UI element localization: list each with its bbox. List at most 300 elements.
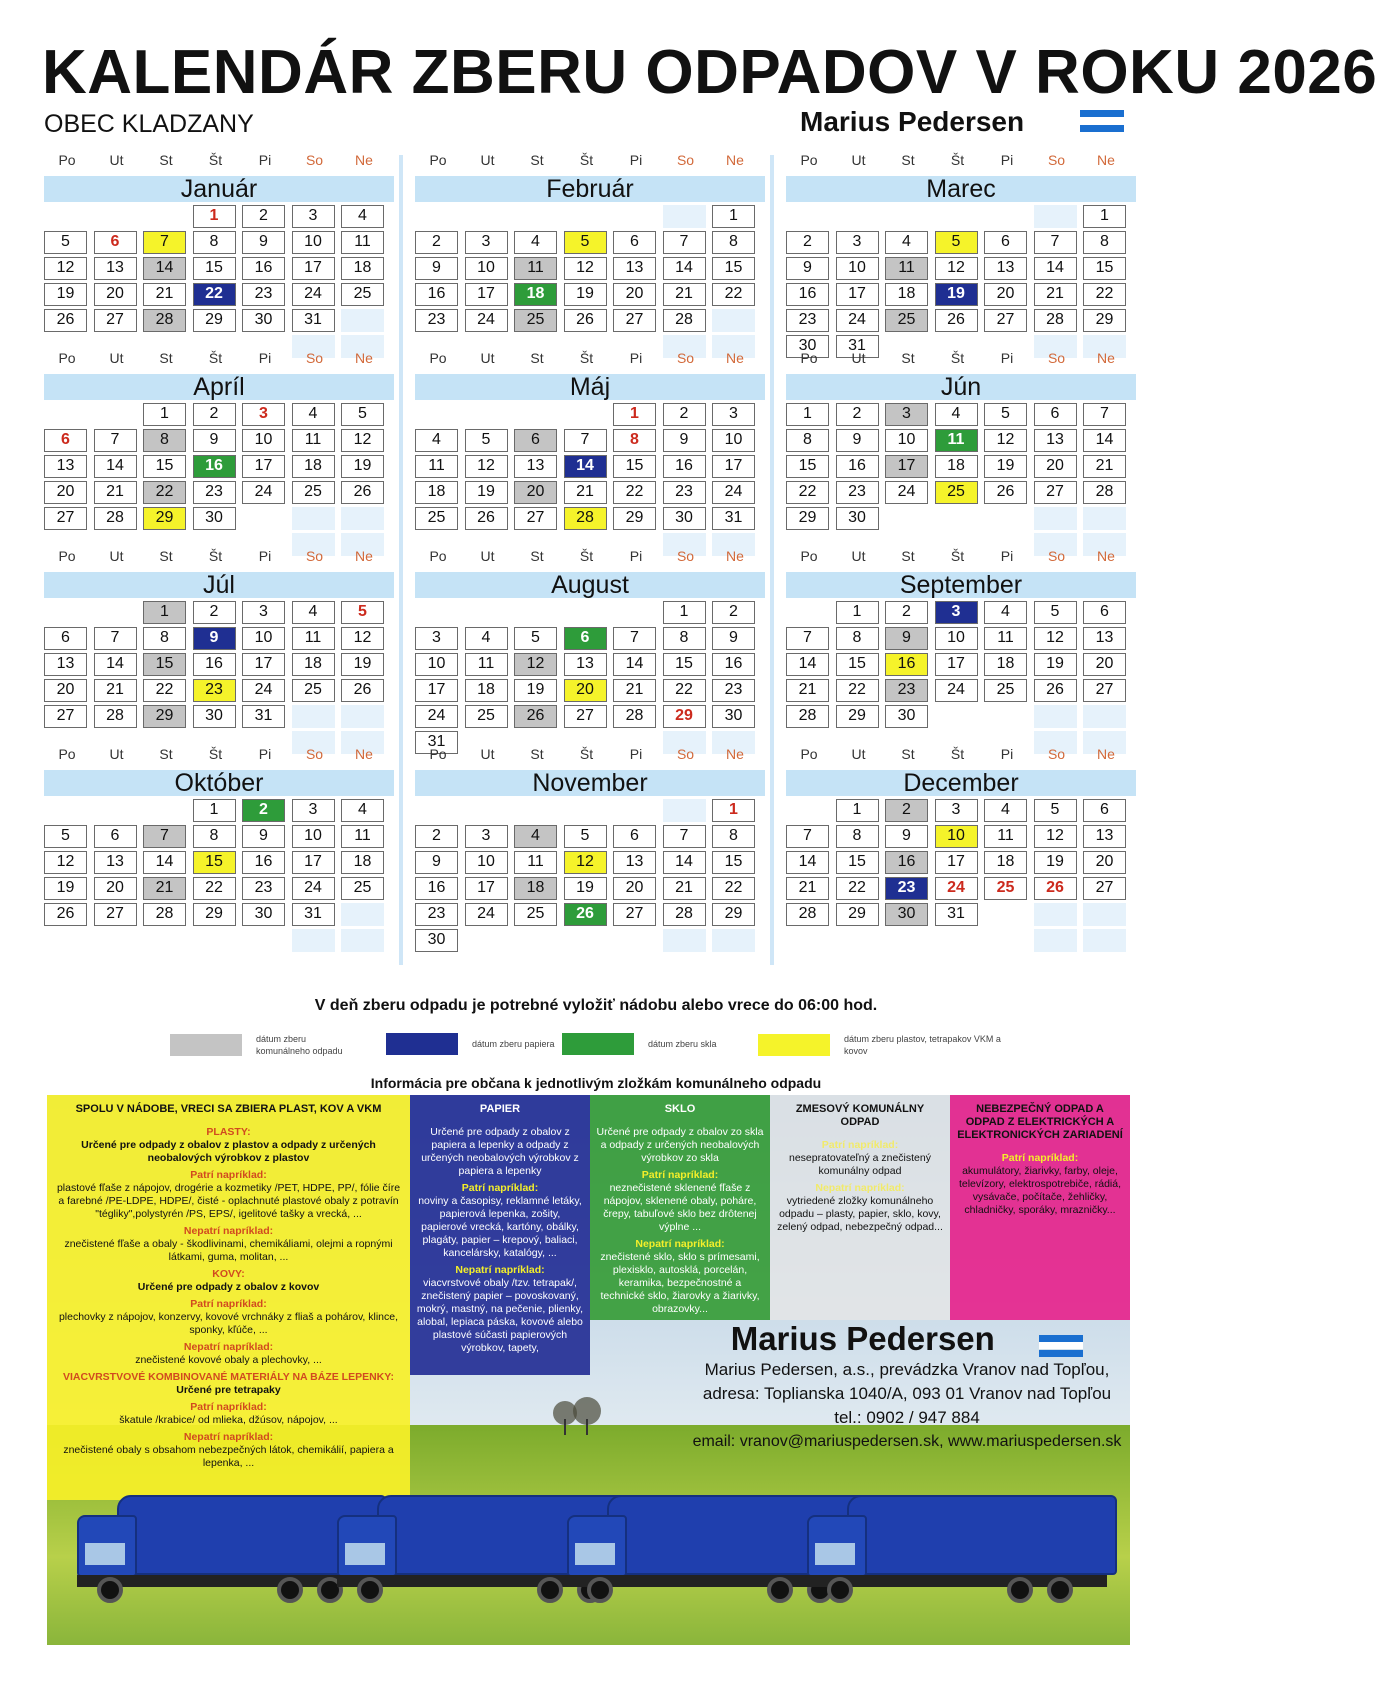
day-cell: 25 — [292, 679, 335, 702]
weekday-label: Po — [429, 350, 447, 366]
empty-cell — [1034, 705, 1077, 728]
weekday-label: Ne — [1097, 548, 1115, 564]
day-cell: 17 — [935, 653, 978, 676]
day-cell: 5 — [1034, 799, 1077, 822]
day-cell: 3 — [935, 799, 978, 822]
day-cell: 27 — [613, 903, 656, 926]
empty-cell — [341, 929, 384, 952]
day-cell: 31 — [415, 731, 458, 754]
day-cell: 10 — [242, 627, 285, 650]
day-cell: 8 — [836, 825, 879, 848]
day-cell: 5 — [44, 825, 87, 848]
day-cell: 12 — [44, 851, 87, 874]
day-cell: 22 — [613, 481, 656, 504]
day-cell: 18 — [984, 653, 1027, 676]
day-cell: 30 — [712, 705, 755, 728]
legend-swatch — [758, 1034, 830, 1056]
day-cell: 11 — [465, 653, 508, 676]
day-cell: 27 — [514, 507, 557, 530]
day-cell: 26 — [564, 903, 607, 926]
day-cell: 23 — [836, 481, 879, 504]
weekday-label: Po — [58, 152, 76, 168]
day-cell: 25 — [935, 481, 978, 504]
info-text: Určené pre odpady z obalov zo skla a odpady z určených neobalových výrobkov zo skla — [596, 1126, 764, 1164]
day-cell: 18 — [514, 283, 557, 306]
weekday-label: Ut — [109, 350, 124, 366]
weekday-label: Ne — [355, 152, 373, 168]
weekday-label: Ne — [1097, 350, 1115, 366]
day-cell: 16 — [242, 257, 285, 280]
day-cell: 24 — [292, 283, 335, 306]
empty-cell — [341, 705, 384, 728]
day-cell: 30 — [663, 507, 706, 530]
day-cell: 7 — [663, 231, 706, 254]
day-cell: 8 — [143, 429, 186, 452]
day-cell: 24 — [465, 903, 508, 926]
day-cell: 23 — [786, 309, 829, 332]
day-cell: 30 — [415, 929, 458, 952]
weekday-header — [44, 548, 394, 570]
day-cell: 20 — [1034, 455, 1077, 478]
day-cell: 12 — [935, 257, 978, 280]
day-cell: 5 — [1034, 601, 1077, 624]
day-cell: 20 — [1083, 653, 1126, 676]
day-cell: 28 — [94, 705, 137, 728]
day-cell: 2 — [242, 799, 285, 822]
weekday-label: Pi — [629, 746, 643, 762]
day-cell: 6 — [94, 825, 137, 848]
weekday-header — [44, 350, 394, 372]
weekday-label: St — [159, 350, 173, 366]
day-cell: 27 — [44, 507, 87, 530]
day-cell: 30 — [242, 903, 285, 926]
day-cell: 24 — [242, 679, 285, 702]
day-cell: 29 — [1083, 309, 1126, 332]
day-cell: 19 — [341, 455, 384, 478]
day-cell: 13 — [44, 653, 87, 676]
day-cell: 14 — [94, 653, 137, 676]
day-cell: 25 — [885, 309, 928, 332]
day-cell: 23 — [885, 877, 928, 900]
day-cell: 25 — [341, 877, 384, 900]
weekday-label: Št — [950, 548, 965, 564]
day-cell: 21 — [143, 283, 186, 306]
weekday-label: Pi — [1000, 746, 1014, 762]
info-mixed-heading: ZMESOVÝ KOMUNÁLNY ODPAD — [795, 1103, 925, 1128]
day-cell: 6 — [613, 825, 656, 848]
weekday-label: Pi — [1000, 152, 1014, 168]
day-cell: 18 — [341, 851, 384, 874]
day-cell: 20 — [44, 481, 87, 504]
info-text: viacvrstvové obaly /tzv. tetrapak/, znečistený papier – povoskovaný, mokrý, mastný, na pečenie, plienky, alobal, lepiaca páska, kovové alebo plastové súčasti papierových výrobkov, tapety, — [416, 1277, 584, 1354]
day-cell: 11 — [292, 627, 335, 650]
day-cell: 11 — [984, 627, 1027, 650]
day-cell: 6 — [1083, 799, 1126, 822]
weekday-label: St — [530, 152, 544, 168]
day-cell: 26 — [44, 309, 87, 332]
day-cell: 18 — [984, 851, 1027, 874]
month-august — [415, 548, 765, 769]
day-cell: 1 — [663, 601, 706, 624]
day-cell: 10 — [885, 429, 928, 452]
day-cell: 17 — [292, 851, 335, 874]
info-panel — [47, 1095, 1130, 1645]
day-cell: 10 — [935, 825, 978, 848]
day-cell: 4 — [885, 231, 928, 254]
info-text: noviny a časopisy, reklamné letáky, papierová lepenka, zošity, papierové vrecká, kartóny, obálky, plagáty, papier – krepový, baliaci, kancelársky, katalógy, ... — [418, 1195, 582, 1259]
weekday-label: Ut — [851, 350, 866, 366]
day-cell: 9 — [193, 627, 236, 650]
day-cell: 20 — [564, 679, 607, 702]
day-cell: 16 — [836, 455, 879, 478]
day-cell: 21 — [94, 481, 137, 504]
day-cell: 14 — [143, 851, 186, 874]
weekday-label: So — [305, 548, 324, 564]
day-cell: 30 — [193, 507, 236, 530]
empty-cell — [1083, 929, 1126, 952]
day-cell: 15 — [663, 653, 706, 676]
day-cell: 7 — [786, 825, 829, 848]
day-cell: 11 — [415, 455, 458, 478]
weekday-label: Št — [208, 746, 223, 762]
day-cell: 13 — [1083, 627, 1126, 650]
day-cell: 1 — [193, 799, 236, 822]
weekday-label: So — [676, 746, 695, 762]
weekday-header — [44, 746, 394, 768]
weekday-label: Št — [950, 350, 965, 366]
day-cell: 26 — [341, 679, 384, 702]
weekday-label: Po — [429, 152, 447, 168]
day-cell: 26 — [465, 507, 508, 530]
day-cell: 29 — [836, 903, 879, 926]
day-cell: 17 — [935, 851, 978, 874]
day-cell: 19 — [984, 455, 1027, 478]
day-cell: 21 — [143, 877, 186, 900]
day-cell: 6 — [514, 429, 557, 452]
weekday-label: So — [676, 152, 695, 168]
day-cell: 18 — [514, 877, 557, 900]
day-cell: 4 — [415, 429, 458, 452]
info-hazardous-column — [950, 1095, 1130, 1320]
day-cell: 30 — [836, 507, 879, 530]
day-cell: 31 — [712, 507, 755, 530]
empty-cell — [292, 507, 335, 530]
day-cell: 11 — [341, 231, 384, 254]
day-cell: 30 — [885, 903, 928, 926]
day-cell: 13 — [613, 257, 656, 280]
day-cell: 9 — [242, 825, 285, 848]
day-cell: 6 — [613, 231, 656, 254]
day-cell: 20 — [44, 679, 87, 702]
info-text: vytriedené zložky komunálneho odpadu – plasty, papier, sklo, kovy, zelený odpad, nebezpečný odpad... — [777, 1195, 943, 1233]
month-name: Január — [44, 176, 394, 202]
day-cell: 2 — [242, 205, 285, 228]
day-cell: 12 — [1034, 627, 1077, 650]
weekday-label: Ut — [480, 350, 495, 366]
empty-cell — [292, 929, 335, 952]
weekday-header — [786, 350, 1136, 372]
day-cell: 8 — [1083, 231, 1126, 254]
weekday-label: So — [305, 152, 324, 168]
weekday-label: Ut — [480, 746, 495, 762]
day-cell: 8 — [663, 627, 706, 650]
column-divider — [770, 155, 774, 965]
weekday-header — [786, 152, 1136, 174]
day-cell: 4 — [341, 799, 384, 822]
day-cell: 31 — [836, 335, 879, 358]
month-apríl — [44, 350, 394, 571]
day-cell: 22 — [712, 877, 755, 900]
day-cell: 9 — [242, 231, 285, 254]
month-name: Máj — [415, 374, 765, 400]
day-cell: 12 — [564, 257, 607, 280]
day-cell: 20 — [1083, 851, 1126, 874]
day-cell: 30 — [786, 335, 829, 358]
day-cell: 13 — [94, 851, 137, 874]
info-title: Informácia pre občana k jednotlivým zložkám komunálneho odpadu — [370, 1075, 822, 1091]
weekday-label: St — [901, 548, 915, 564]
day-cell: 20 — [984, 283, 1027, 306]
day-cell: 5 — [341, 601, 384, 624]
day-cell: 27 — [984, 309, 1027, 332]
day-cell: 21 — [663, 877, 706, 900]
day-cell: 8 — [193, 825, 236, 848]
info-text: neznečistené sklenené fľaše z nápojov, sklenené obaly, poháre, črepy, tabuľové sklo bez drôtenej výplne ... — [603, 1182, 757, 1233]
day-cell: 28 — [613, 705, 656, 728]
month-november — [415, 746, 765, 967]
weekday-label: Ut — [109, 746, 124, 762]
day-cell: 3 — [242, 403, 285, 426]
day-cell: 29 — [143, 705, 186, 728]
day-cell: 28 — [564, 507, 607, 530]
day-cell: 9 — [415, 257, 458, 280]
day-cell: 2 — [415, 825, 458, 848]
weekday-label: So — [305, 350, 324, 366]
legend-label: dátum zberu papiera — [472, 1039, 555, 1049]
empty-cell — [1083, 705, 1126, 728]
info-mixed-column — [770, 1095, 950, 1320]
month-marec — [786, 152, 1136, 373]
info-glass-heading: SKLO — [664, 1103, 696, 1115]
day-cell: 22 — [193, 877, 236, 900]
day-cell: 26 — [935, 309, 978, 332]
weekday-label: Št — [208, 152, 223, 168]
day-cell: 10 — [712, 429, 755, 452]
day-cell: 25 — [292, 481, 335, 504]
empty-cell — [1034, 205, 1077, 228]
day-cell: 5 — [341, 403, 384, 426]
legend-label: dátum zberu skla — [648, 1039, 717, 1049]
day-cell: 1 — [613, 403, 656, 426]
day-cell: 25 — [415, 507, 458, 530]
day-cell: 9 — [885, 627, 928, 650]
weekday-label: Po — [429, 746, 447, 762]
day-cell: 14 — [94, 455, 137, 478]
brand-logo-icon — [1080, 110, 1124, 132]
day-cell: 3 — [292, 205, 335, 228]
weekday-label: Pi — [258, 152, 272, 168]
day-cell: 20 — [514, 481, 557, 504]
day-cell: 3 — [292, 799, 335, 822]
empty-cell — [341, 309, 384, 332]
day-cell: 9 — [836, 429, 879, 452]
legend — [170, 1033, 1070, 1063]
day-cell: 27 — [1083, 877, 1126, 900]
day-cell: 29 — [786, 507, 829, 530]
day-cell: 22 — [193, 283, 236, 306]
day-cell: 17 — [885, 455, 928, 478]
weekday-label: So — [676, 548, 695, 564]
brand-logo-icon — [1039, 1335, 1083, 1357]
empty-cell — [341, 903, 384, 926]
tree-icon — [547, 1395, 607, 1435]
day-cell: 30 — [885, 705, 928, 728]
info-label: Patrí napríklad: — [190, 1298, 267, 1310]
day-cell: 6 — [1083, 601, 1126, 624]
weekday-label: Št — [579, 746, 594, 762]
day-cell: 16 — [786, 283, 829, 306]
month-name: November — [415, 770, 765, 796]
month-grid — [786, 799, 1136, 967]
day-cell: 10 — [292, 825, 335, 848]
page-title: KALENDÁR ZBERU ODPADOV V ROKU 2026 — [42, 38, 1377, 107]
day-cell: 11 — [292, 429, 335, 452]
month-grid — [415, 799, 765, 967]
info-label: Patrí napríklad: — [461, 1182, 539, 1194]
day-cell: 27 — [564, 705, 607, 728]
weekday-label: St — [530, 746, 544, 762]
day-cell: 17 — [242, 653, 285, 676]
day-cell: 9 — [885, 825, 928, 848]
day-cell: 13 — [44, 455, 87, 478]
info-label: VIACVRSTVOVÉ KOMBINOVANÉ MATERIÁLY NA BÁZE LEPENKY: — [63, 1371, 394, 1383]
day-cell: 21 — [613, 679, 656, 702]
weekday-label: Ut — [851, 152, 866, 168]
info-label: Nepatrí napríklad: — [183, 1341, 274, 1353]
day-cell: 15 — [836, 851, 879, 874]
day-cell: 19 — [564, 877, 607, 900]
day-cell: 17 — [836, 283, 879, 306]
empty-cell — [1083, 507, 1126, 530]
day-cell: 15 — [712, 851, 755, 874]
weekday-label: Ne — [726, 350, 744, 366]
day-cell: 19 — [44, 283, 87, 306]
weekday-label: Po — [58, 350, 76, 366]
info-label: Nepatrí napríklad: — [635, 1238, 725, 1250]
info-text: plastové fľaše z nápojov, drogérie a kozmetiky /PET, HDPE, PP/, fólie číre a farebné /PE-LDPE, HDPE/, čisté - oplachnuté plastové obaly z potravín "tégliky",polystyrén /PS, EPS/, igelitové tašky a vrecká, ... — [56, 1182, 401, 1220]
weekday-label: Po — [429, 548, 447, 564]
month-jún — [786, 350, 1136, 571]
day-cell: 16 — [242, 851, 285, 874]
day-cell: 8 — [836, 627, 879, 650]
day-cell: 26 — [44, 903, 87, 926]
day-cell: 12 — [465, 455, 508, 478]
day-cell: 15 — [143, 653, 186, 676]
weekday-label: So — [1047, 746, 1066, 762]
day-cell: 13 — [514, 455, 557, 478]
day-cell: 24 — [885, 481, 928, 504]
day-cell: 4 — [514, 231, 557, 254]
weekday-label: Št — [579, 350, 594, 366]
day-cell: 27 — [1034, 481, 1077, 504]
day-cell: 8 — [712, 825, 755, 848]
empty-cell — [663, 799, 706, 822]
day-cell: 24 — [292, 877, 335, 900]
legend-item-glass — [562, 1033, 738, 1055]
info-text: znečistené kovové obaly a plechovky, ... — [135, 1354, 322, 1366]
day-cell: 3 — [935, 601, 978, 624]
info-label: Nepatrí napríklad: — [183, 1225, 274, 1237]
weekday-label: Po — [800, 152, 818, 168]
day-cell: 14 — [143, 257, 186, 280]
day-cell: 3 — [242, 601, 285, 624]
day-cell: 17 — [465, 877, 508, 900]
day-cell: 26 — [514, 705, 557, 728]
month-name: Júl — [44, 572, 394, 598]
day-cell: 20 — [94, 283, 137, 306]
weekday-label: Ut — [480, 152, 495, 168]
day-cell: 30 — [242, 309, 285, 332]
day-cell: 19 — [341, 653, 384, 676]
legend-swatch — [562, 1033, 634, 1055]
day-cell: 24 — [415, 705, 458, 728]
info-label: Nepatrí napríklad: — [455, 1264, 545, 1276]
day-cell: 10 — [465, 257, 508, 280]
day-cell: 2 — [786, 231, 829, 254]
day-cell: 23 — [193, 679, 236, 702]
day-cell: 7 — [564, 429, 607, 452]
day-cell: 5 — [44, 231, 87, 254]
day-cell: 15 — [193, 851, 236, 874]
day-cell: 3 — [465, 231, 508, 254]
day-cell: 14 — [1034, 257, 1077, 280]
day-cell: 1 — [712, 799, 755, 822]
day-cell: 3 — [712, 403, 755, 426]
company-phone: tel.: 0902 / 947 884 — [834, 1408, 980, 1427]
day-cell: 5 — [465, 429, 508, 452]
day-cell: 31 — [292, 309, 335, 332]
day-cell: 7 — [663, 825, 706, 848]
day-cell: 29 — [613, 507, 656, 530]
day-cell: 19 — [514, 679, 557, 702]
day-cell: 7 — [94, 627, 137, 650]
info-text: Určené pre odpady z obalov z plastov a odpady z určených neobalových výrobkov z plastov — [81, 1139, 376, 1164]
day-cell: 6 — [564, 627, 607, 650]
weekday-label: Št — [950, 746, 965, 762]
day-cell: 10 — [465, 851, 508, 874]
day-cell: 20 — [613, 877, 656, 900]
info-text: znečistené obaly s obsahom nebezpečných látok, chemikálií, papiera a lepenka, ... — [63, 1444, 394, 1469]
day-cell: 1 — [143, 403, 186, 426]
day-cell: 7 — [613, 627, 656, 650]
empty-cell — [663, 929, 706, 952]
day-cell: 20 — [613, 283, 656, 306]
info-label: Patrí napríklad: — [1001, 1152, 1079, 1164]
day-cell: 14 — [663, 851, 706, 874]
empty-cell — [292, 705, 335, 728]
day-cell: 18 — [935, 455, 978, 478]
legend-item-paper — [386, 1033, 562, 1055]
info-text: akumulátory, žiarivky, farby, oleje, televízory, elektrospotrebiče, rádiá, vysávače, počítače, žehličky, chladničky, sporáky, mrazničky... — [958, 1165, 1122, 1216]
day-cell: 21 — [1034, 283, 1077, 306]
weekday-label: Pi — [629, 548, 643, 564]
day-cell: 25 — [514, 903, 557, 926]
day-cell: 30 — [193, 705, 236, 728]
day-cell: 23 — [415, 903, 458, 926]
info-label: Nepatrí napríklad: — [815, 1182, 905, 1194]
weekday-label: Ne — [726, 548, 744, 564]
weekday-header — [786, 746, 1136, 768]
